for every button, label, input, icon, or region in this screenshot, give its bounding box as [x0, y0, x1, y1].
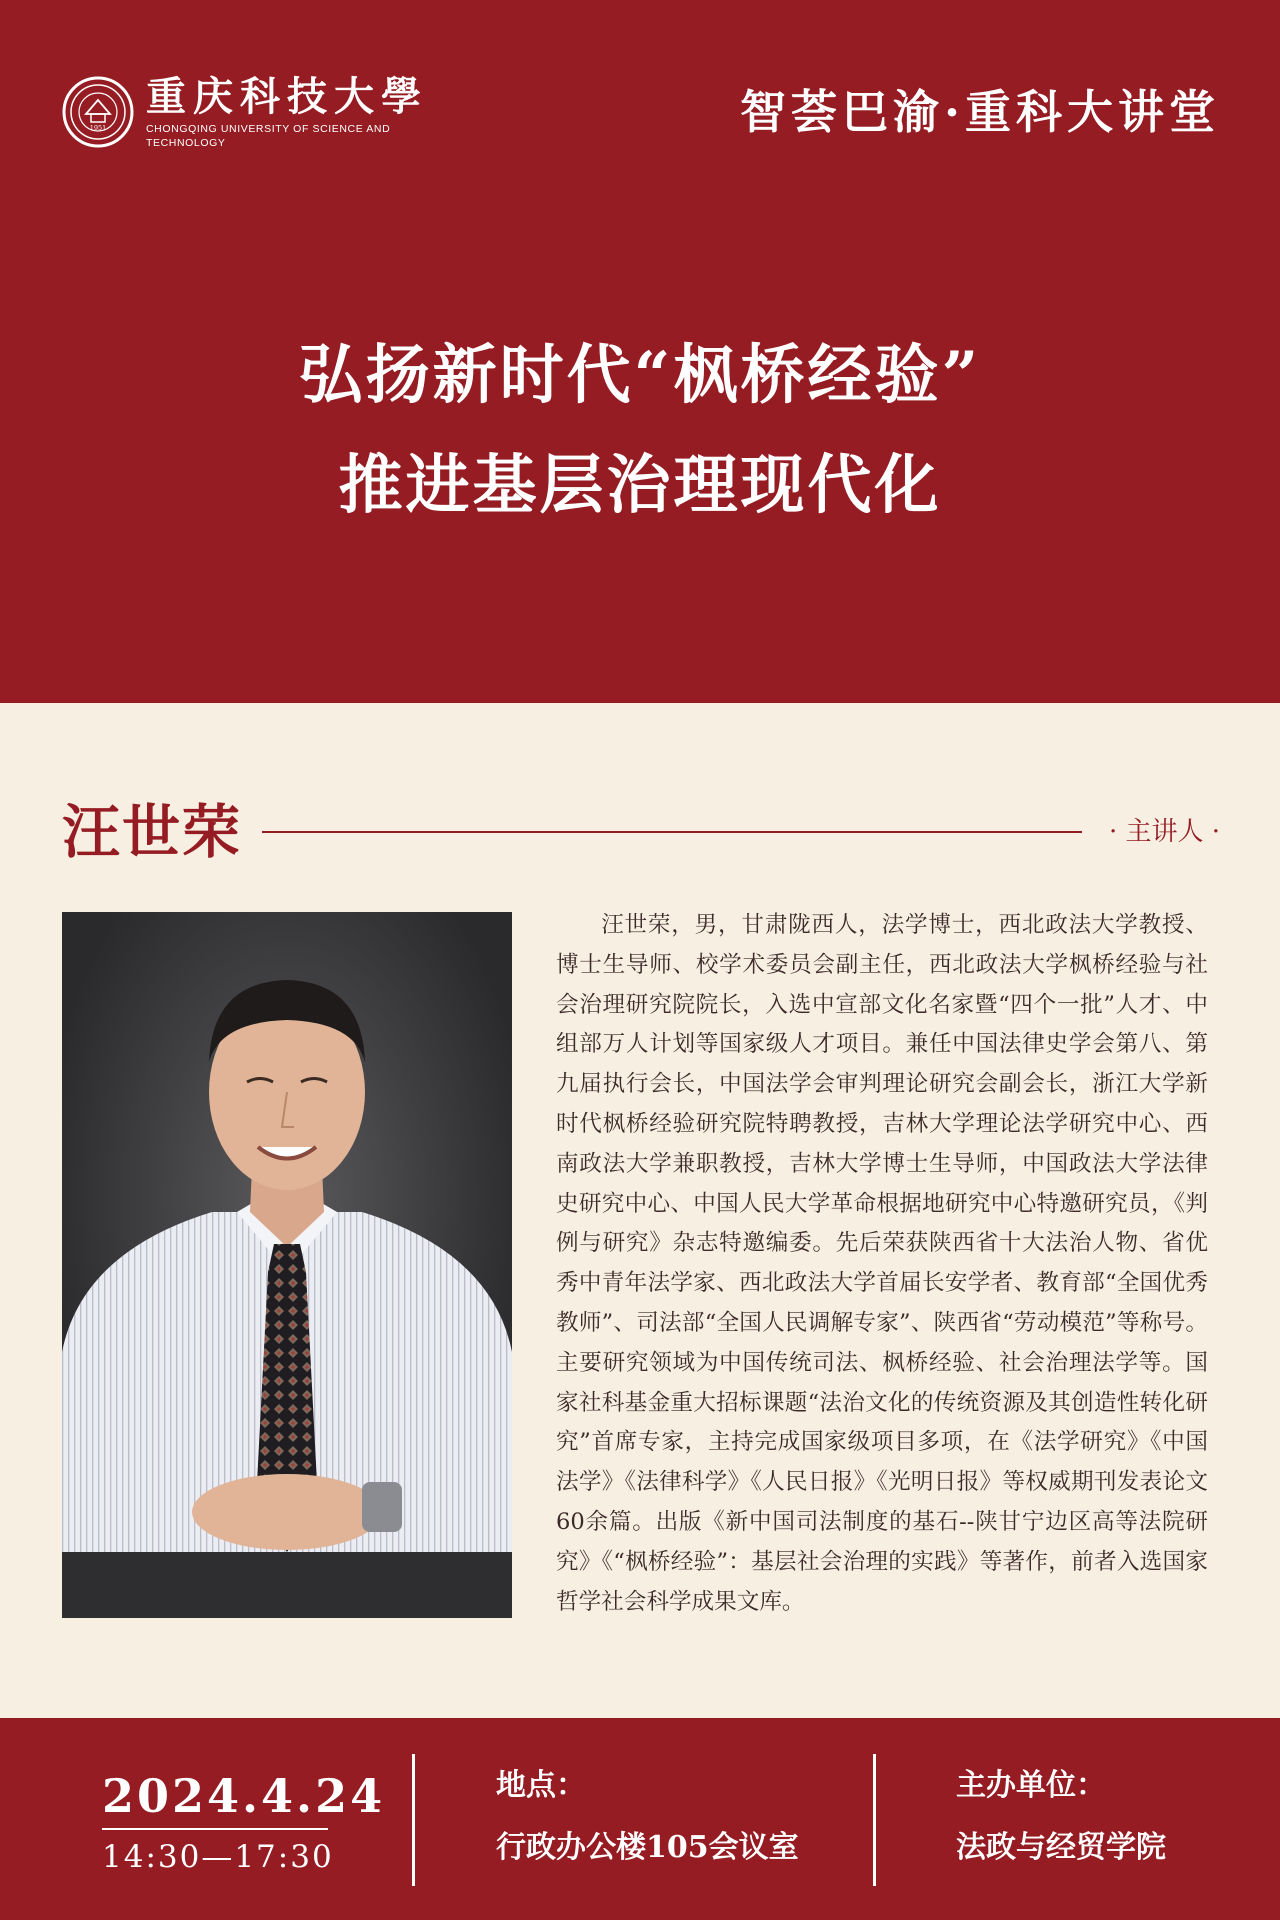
speaker-photo [62, 912, 512, 1618]
info-divider-1 [412, 1754, 415, 1886]
header-band [0, 0, 1280, 703]
university-seal-icon [62, 76, 134, 148]
organizer-value: 法政与经贸学院 [956, 1830, 1166, 1865]
lecture-title-line1: 弘扬新时代“枫桥经验” [298, 338, 982, 413]
event-date: 2024.4.24 [102, 1769, 386, 1823]
location-value: 行政办公楼105会议室 [496, 1830, 799, 1865]
university-logo [62, 73, 462, 149]
university-name-cn: 重庆科技大學 [146, 73, 428, 120]
speaker-name: 汪世荣 [62, 798, 243, 866]
organizer-label: 主办单位： [956, 1768, 1106, 1803]
lecture-title-line2: 推进基层治理现代化 [338, 448, 942, 523]
seal-year: 1951 [89, 124, 107, 132]
info-divider-2 [873, 1754, 876, 1886]
event-info-band [0, 1718, 1280, 1920]
date-underline [102, 1828, 328, 1830]
speaker-divider [262, 831, 1082, 833]
speaker-bio: 汪世荣，男，甘肃陇西人，法学博士，西北政法大学教授、博士生导师、校学术委员会副主任，西北政法大学枫桥经验与社会治理研究院院长，入选中宣部文化名家暨“四个一批”人才、中组部万人计划等国家级人才项目。兼任中国法律史学会第八、第九届执行会长，中国法学会审判理论研究会副会长，浙江大学新时代枫桥经验研究院特聘教授，吉林大学理论法学研究中心、西南政法大学兼职教授，吉林大学博士生导师，中国政法大学法律史研究中心、中国人民大学革命根据地研究中心特邀研究员，《判例与研究》杂志特邀编委。先后荣获陕西省十大法治人物、省优秀中青年法学家、西北政法大学首届长安学者、教育部“全国优秀教师”、司法部“全国人民调解专家”、陕西省“劳动模范”等称号。主要研究领域为中国传统司法、枫桥经验、社会治理法学等。国家社科基金重大招标课题“法治文化的传统资源及其创造性转化研究”首席专家，主持完成国家级项目多项，在《法学研究》《中国法学》《法律科学》《人民日报》《光明日报》等权威期刊发表论文60余篇。出版《新中国司法制度的基石--陕甘宁边区高等法院研究》《“枫桥经验”：基层社会治理的实践》等著作，前者入选国家哲学社会科学成果文库。 [556, 912, 1208, 1615]
series-title: 智荟巴渝·重科大讲堂 [739, 85, 1220, 139]
university-name-en: CHONGQING UNIVERSITY OF SCIENCE AND TECHNOLOGY [146, 123, 391, 149]
event-time: 14:30—17:30 [102, 1839, 334, 1875]
location-label: 地点： [496, 1768, 586, 1803]
speaker-portrait-illustration [62, 912, 512, 1618]
speaker-role-label: · 主讲人 · [1108, 817, 1220, 847]
